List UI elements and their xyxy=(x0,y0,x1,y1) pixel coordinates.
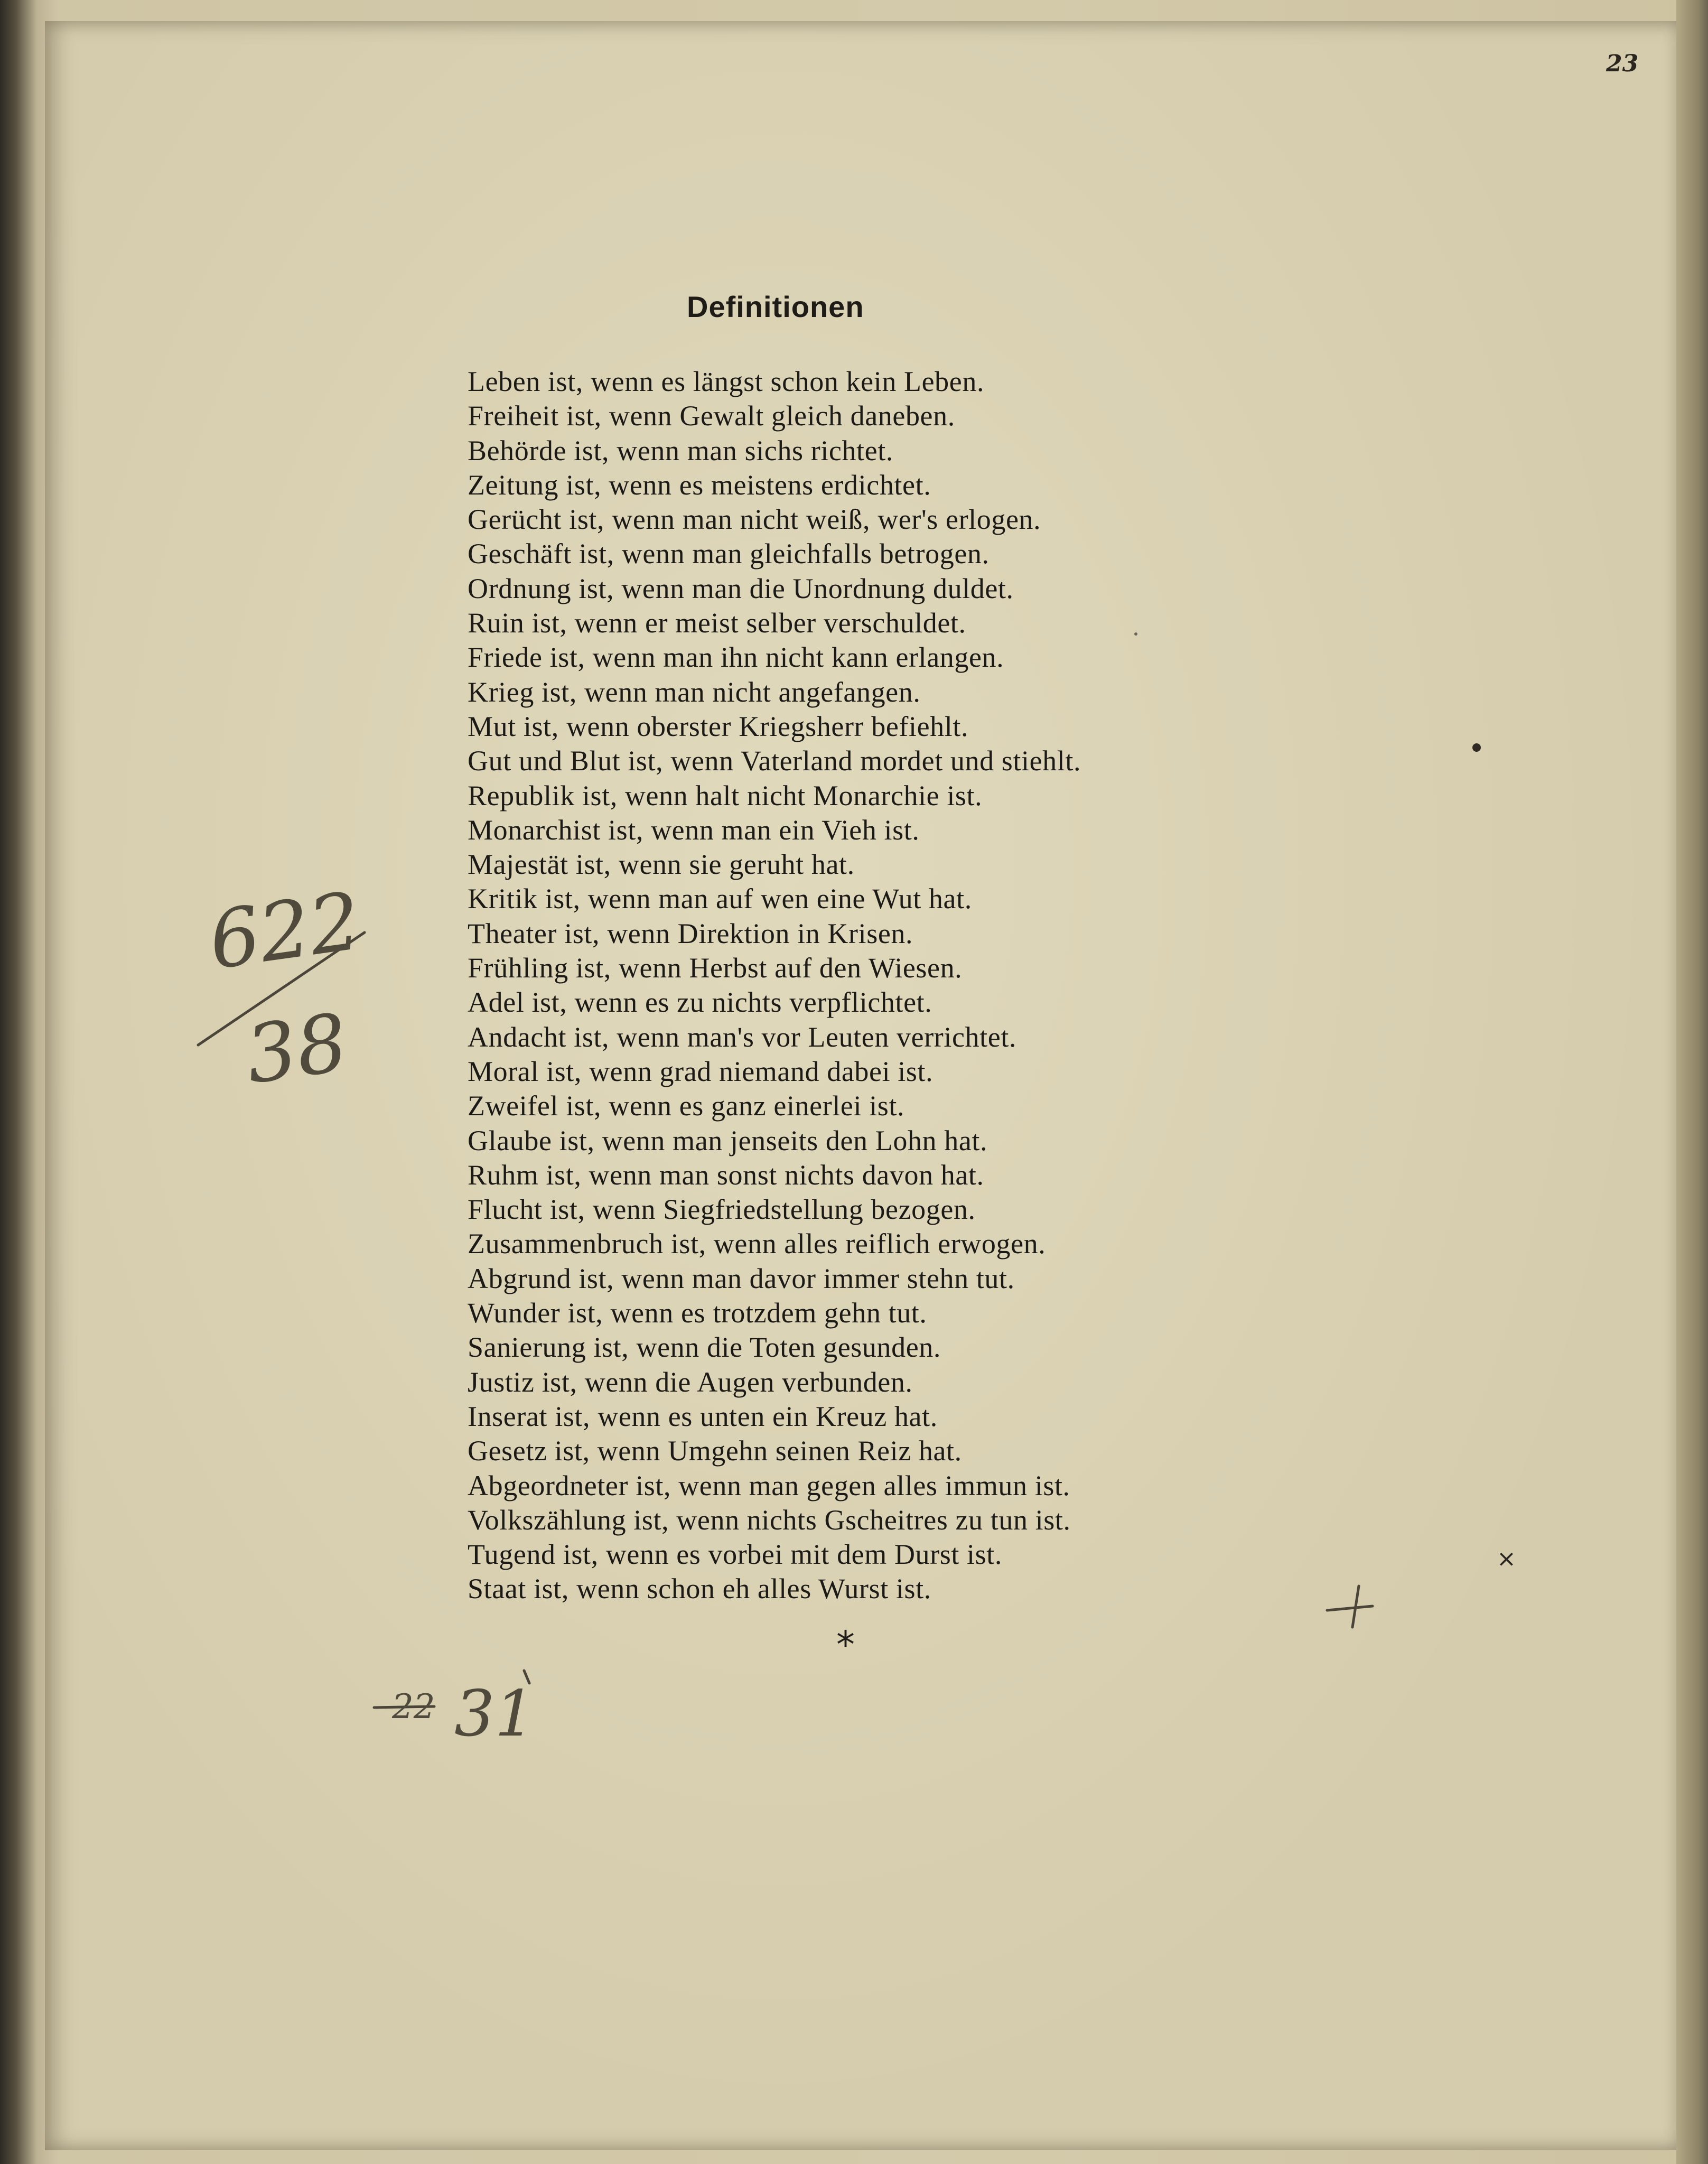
pencil-dot xyxy=(1472,743,1481,752)
poem-line: Volkszählung ist, wenn nichts Gscheitres zu tun ist. xyxy=(468,1504,1071,1536)
plus-mark-horizontal xyxy=(1327,1606,1373,1610)
poem-line: Frühling ist, wenn Herbst auf den Wiesen. xyxy=(468,952,963,984)
poem-line: Republik ist, wenn halt nicht Monarchie ist. xyxy=(468,779,983,812)
poem-line: Gesetz ist, wenn Umgehn seinen Reiz hat. xyxy=(468,1435,962,1467)
poem-line: Flucht ist, wenn Siegfriedstellung bezogen. xyxy=(468,1193,976,1226)
poem-line: Theater ist, wenn Direktion in Krisen. xyxy=(468,917,913,949)
cross-mark: × xyxy=(1497,1545,1516,1572)
poem-line: Freiheit ist, wenn Gewalt gleich daneben. xyxy=(468,400,955,432)
poem-line: Justiz ist, wenn die Augen verbunden. xyxy=(468,1366,913,1398)
handwritten-page-number: 31 xyxy=(454,1677,535,1751)
margin-fraction-bottom: 38 xyxy=(240,996,353,1102)
poem-line: Sanierung ist, wenn die Toten gesunden. xyxy=(468,1331,941,1364)
poem-line: Andacht ist, wenn man's vor Leuten verrichtet. xyxy=(468,1021,1017,1053)
poem-line: Zusammenbruch ist, wenn alles reiflich erwogen. xyxy=(468,1228,1046,1260)
poem-line: Staat ist, wenn schon eh alles Wurst ist. xyxy=(468,1573,931,1605)
poem-line: Zeitung ist, wenn es meistens erdichtet. xyxy=(468,469,931,501)
poem-line: Glaube ist, wenn man jenseits den Lohn hat. xyxy=(468,1124,988,1156)
poem-line: Mut ist, wenn oberster Kriegsherr befiehlt. xyxy=(468,710,969,742)
section-separator: * xyxy=(836,1623,855,1666)
poem-line: Leben ist, wenn es längst schon kein Leben. xyxy=(468,366,985,397)
poem-line: Abgeordneter ist, wenn man gegen alles immun ist. xyxy=(468,1469,1070,1501)
poem-line: Kritik ist, wenn man auf wen eine Wut hat. xyxy=(468,883,972,915)
poem-line: Majestät ist, wenn sie geruht hat. xyxy=(468,848,855,881)
pencil-dot-small xyxy=(1134,632,1137,636)
poem-line: Moral ist, wenn grad niemand dabei ist. xyxy=(468,1055,934,1087)
poem-line: Ruin ist, wenn er meist selber verschuldet. xyxy=(468,607,966,639)
poem-line: Behörde ist, wenn man sichs richtet. xyxy=(468,434,893,467)
margin-fraction-top: 622 xyxy=(203,875,366,987)
poem-title: Definitionen xyxy=(687,290,864,323)
poem-line: Wunder ist, wenn es trotzdem gehn tut. xyxy=(468,1297,927,1329)
page-number: 23 xyxy=(1606,50,1639,77)
poem-line: Gerücht ist, wenn man nicht weiß, wer's erlogen. xyxy=(468,503,1041,536)
poem-line: Geschäft ist, wenn man gleichfalls betrogen. xyxy=(468,538,990,570)
poem-line: Gut und Blut ist, wenn Vaterland mordet und stiehlt. xyxy=(468,745,1081,777)
poem-line: Adel ist, wenn es zu nichts verpflichtet. xyxy=(468,986,932,1019)
poem-line: Monarchist ist, wenn man ein Vieh ist. xyxy=(468,814,920,846)
poem-line: Ordnung ist, wenn man die Unordnung duldet. xyxy=(468,572,1014,604)
poem-line: Krieg ist, wenn man nicht angefangen. xyxy=(468,676,921,708)
struck-page-number: 22 xyxy=(392,1687,435,1727)
poem-line: Tugend ist, wenn es vorbei mit dem Durst ist. xyxy=(468,1538,1002,1571)
poem-line: Friede ist, wenn man ihn nicht kann erlangen. xyxy=(468,641,1004,674)
poem-line: Abgrund ist, wenn man davor immer stehn tut. xyxy=(468,1262,1015,1294)
poem-line: Ruhm ist, wenn man sonst nichts davon hat. xyxy=(468,1159,984,1191)
poem-line: Inserat ist, wenn es unten ein Kreuz hat. xyxy=(468,1400,938,1432)
poem-line: Zweifel ist, wenn es ganz einerlei ist. xyxy=(468,1090,905,1122)
